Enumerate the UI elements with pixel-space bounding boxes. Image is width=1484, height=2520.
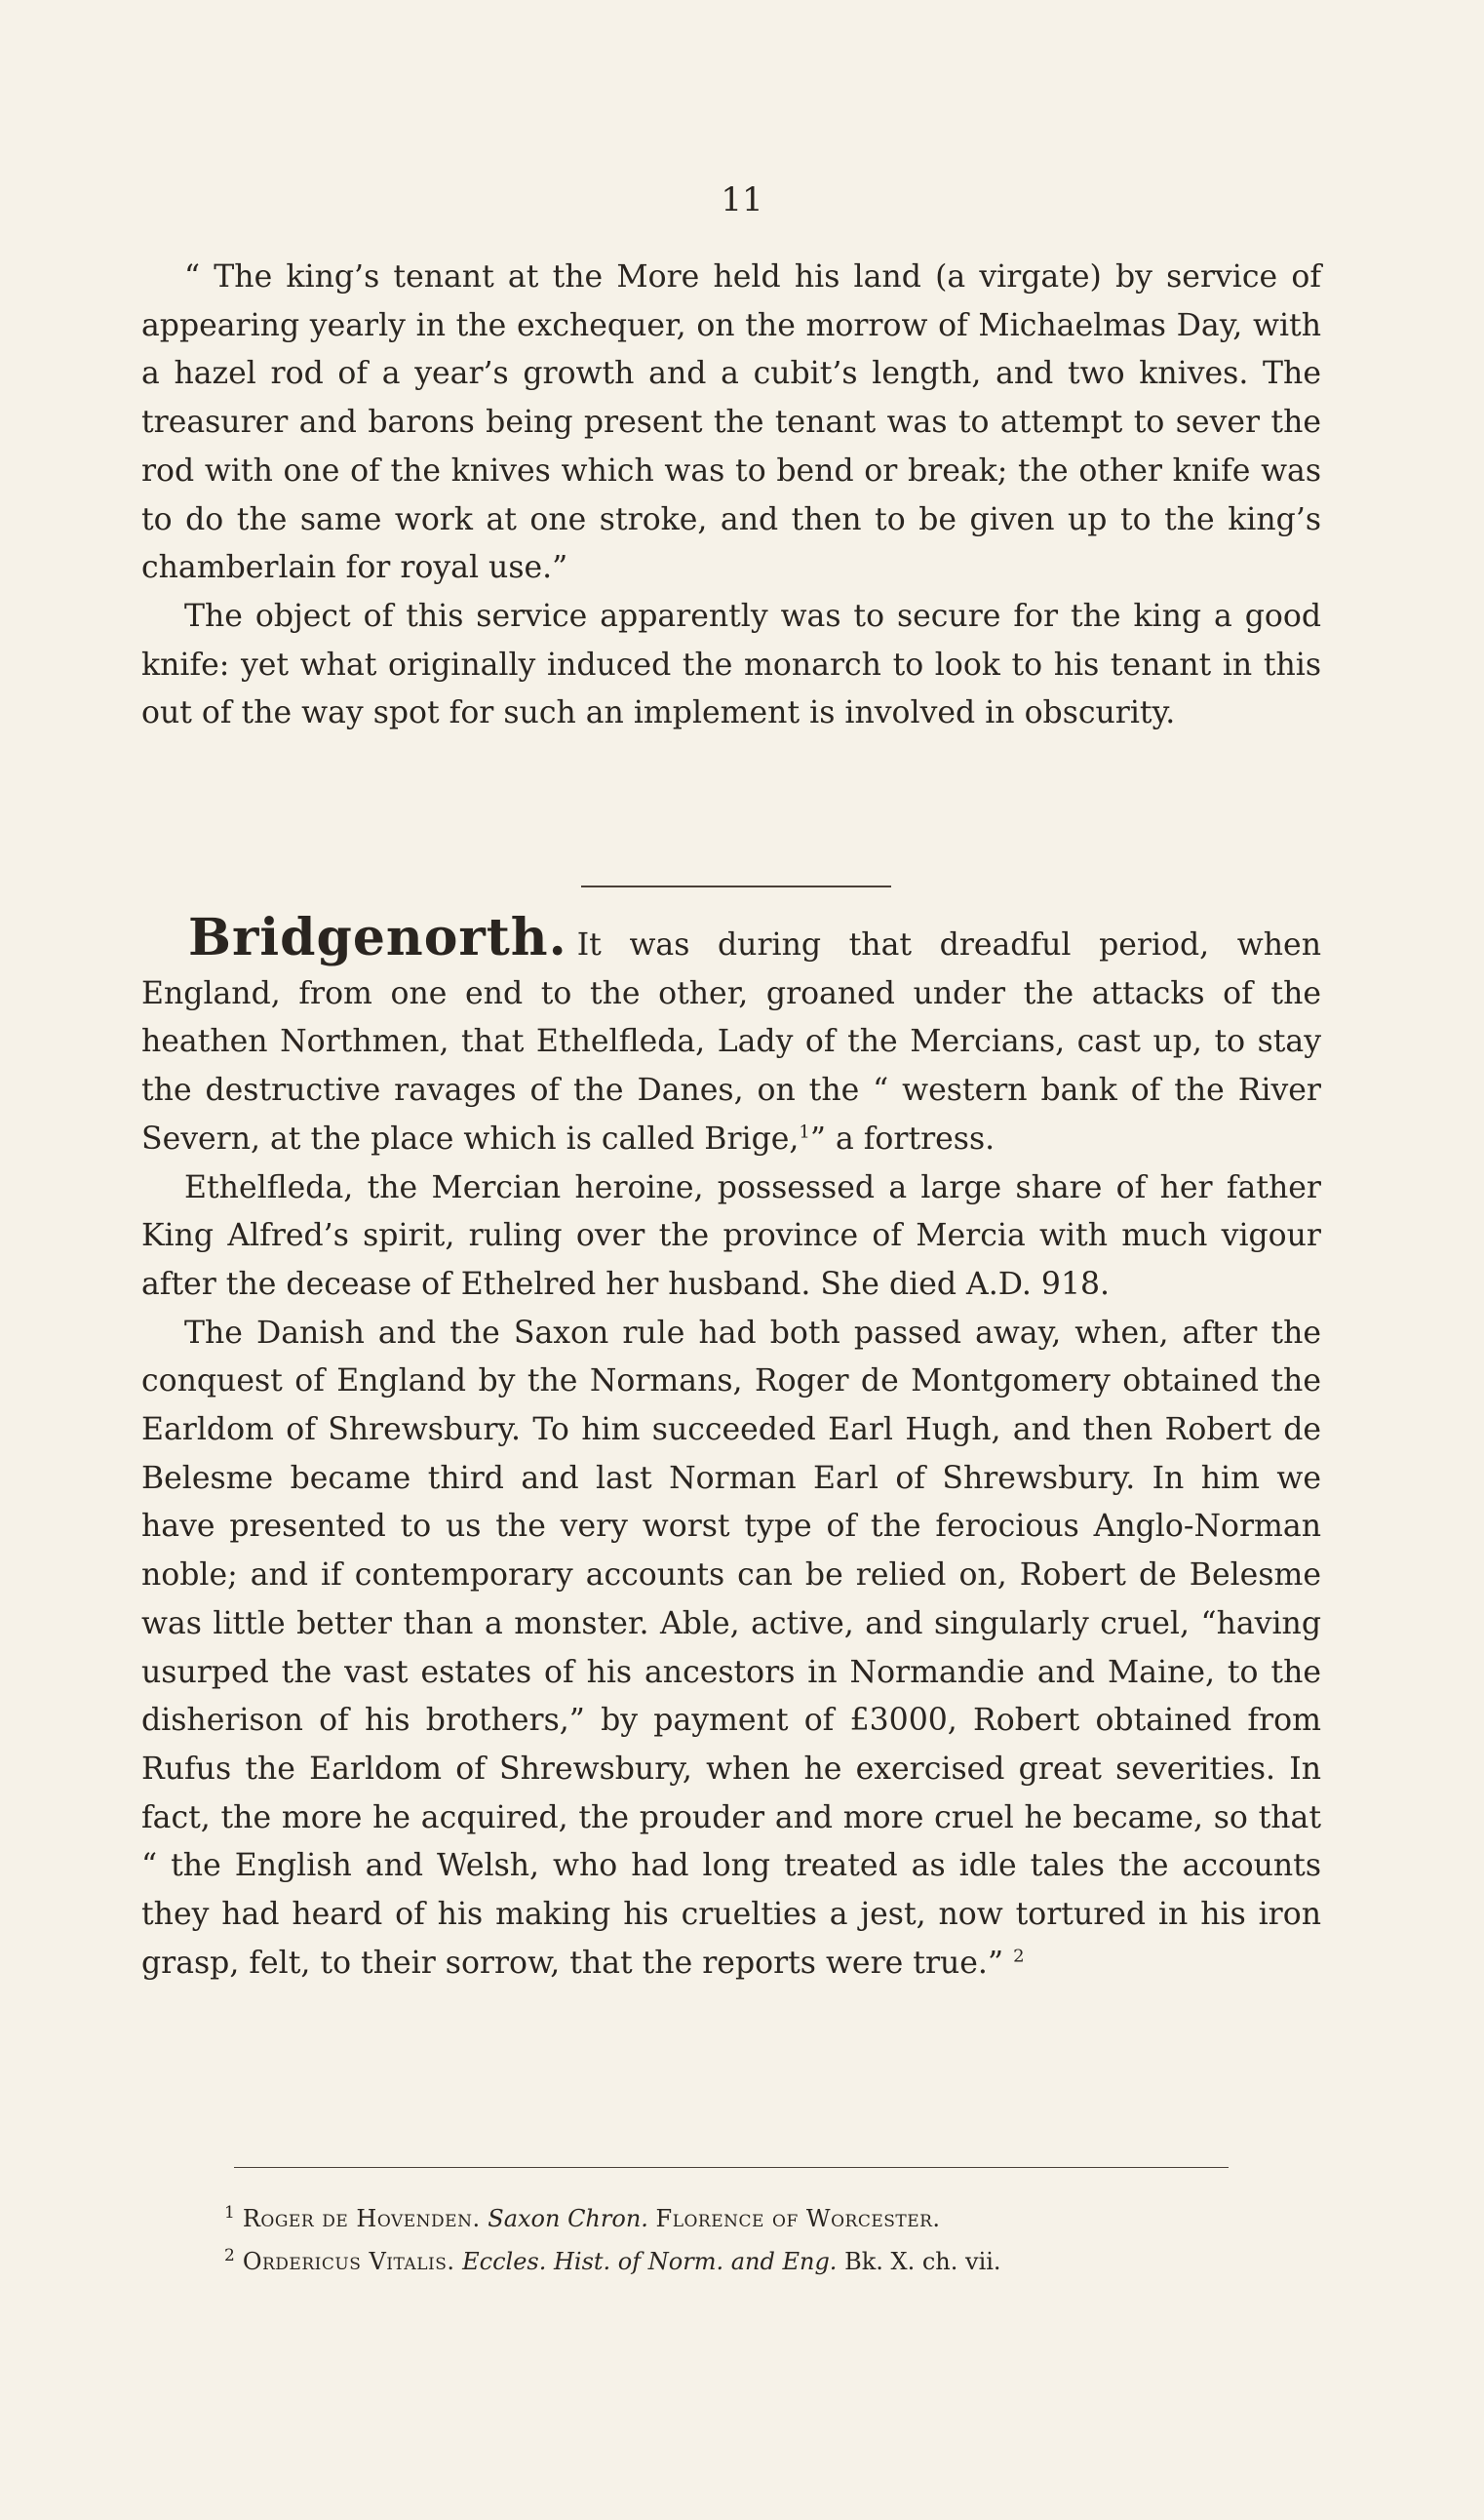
ethelfleda-paragraph: Ethelfleda, the Mercian heroine, possessed a large share of her father King Alfred’s spirit, ruling over the province of Mercia with much vigour after the decease of Ethelred her husband. She died A.D. 918. [141,1169,1321,1302]
footnote-rest: Bk. X. ch. vii. [844,2248,1001,2275]
section-divider [581,886,891,887]
footnote-divider [234,2167,1229,2168]
section-first-paragraph [141,908,1321,1164]
footnote-author: Roger de Hovenden. [242,2205,481,2232]
footnote-1 [224,2194,1297,2237]
footnote-work: Eccles. Hist. of Norm. and Eng. [462,2248,838,2275]
footnote-mark: 2 [224,2246,235,2265]
paragraph-text: The Danish and the Saxon rule had both passed away, when, after the conquest of England by the Normans, Roger de Montgomery obtained the Earldom of Shrewsbury. To him succeeded Earl Hugh, and then Robert de Belesme became third and last Norman Earl of Shrewsbury. In him we have presented to us the very worst type of the ferocious Anglo-Norman noble; and if contemporary accounts can be relied on, Robert de Belesme was little better than a monster. Able, active, and singularly cruel, “having usurped the vast estates of his ancestors in Normandie and Maine, to the disherison of his brothers,” by payment of £3000, Robert obtained from Rufus the Earldom of Shrewsbury, when he exercised great severities. In fact, the more he acquired, the prouder and more cruel he became, so that “ the English and Welsh, who had long treated as idle tales the accounts they had heard of his making his cruelties a jest, now tortured in his iron grasp, felt, to their sorrow, that the reports were true.” [141,1315,1321,1981]
quote-section [141,254,1321,738]
paragraph-text-end: ” a fortress. [809,1121,996,1157]
commentary-paragraph: The object of this service apparently was to secure for the king a good knife: yet what originally induced the monarch to look to his tenant in this out of the way spot for such an implement is involved in obscurity. [141,598,1321,731]
footnote-mark: 1 [224,2203,235,2223]
footnote-work: Saxon Chron. [488,2205,648,2232]
page-number: 11 [721,180,763,219]
bridgenorth-section [141,908,1321,1988]
section-heading: Bridgenorth. [188,908,567,967]
footnote-ref-2: 2 [1013,1946,1025,1967]
paragraph-text: It was during that dreadful period, when England, from one end to the other, groaned under the attacks of the heathen Northmen, that Ethelfleda, Lady of the Mercians, cast up, to stay the destructive ravages of the Danes, on the “ western bank of the River Severn, at the place which is called Brige, [141,927,1321,1157]
footnote-rest: Florence of Worcester. [655,2205,941,2232]
quote-paragraph: “ The king’s tenant at the More held his land (a virgate) by service of appearing yearly in the exchequer, on the morrow of Michaelmas Day, with a hazel rod of a year’s growth and a cubit’s length, and two knives. The treasurer and barons being present the tenant was to attempt to sever the rod with one of the knives which was to bend or break; the other knife was to do the same work at one stroke, and then to be given up to the king’s chamberlain for royal use.” [141,259,1321,586]
footnote-ref-1: 1 [799,1122,810,1143]
footnotes [224,2194,1297,2280]
footnote-author: Ordericus Vitalis. [242,2248,455,2275]
belesme-paragraph [141,1310,1321,1988]
footnote-2 [224,2237,1297,2280]
